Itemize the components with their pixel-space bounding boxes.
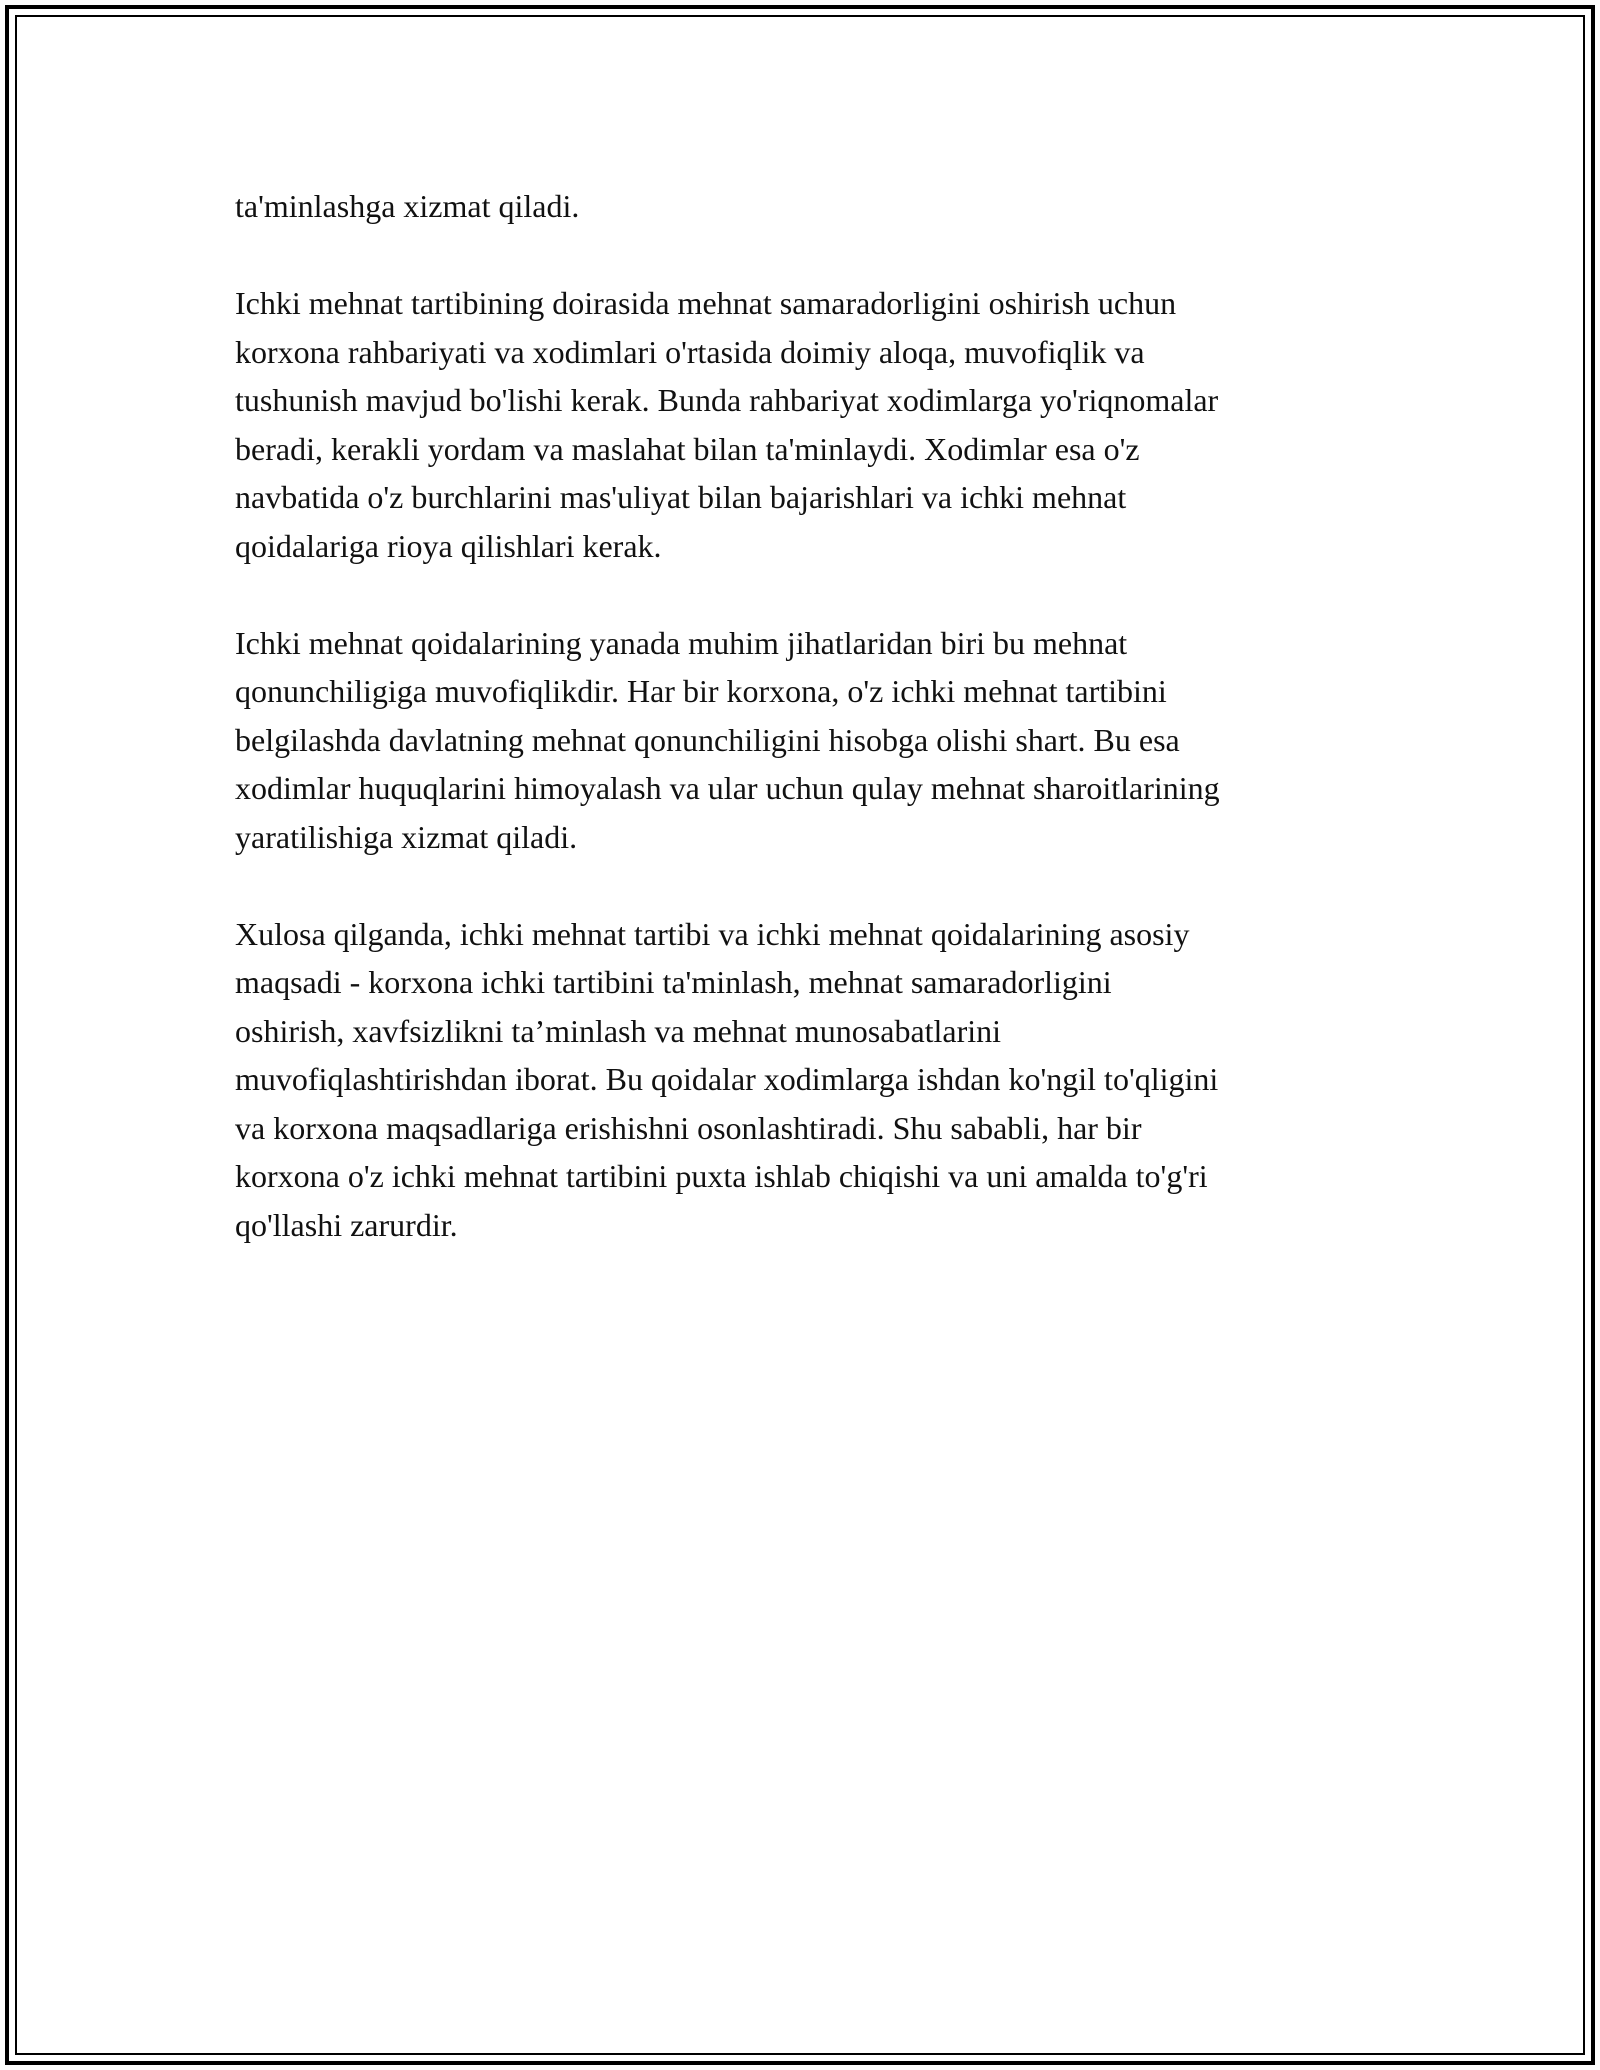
text-line: korxona rahbariyati va xodimlari o'rtasida doimiy aloqa, muvofiqlik va — [235, 333, 1145, 370]
text-line: muvofiqlashtirishdan iborat. Bu qoidalar xodimlarga ishdan ko'ngil to'qligini — [235, 1061, 1219, 1097]
text-line: xodimlar huquqlarini himoyalash va ular uchun qulay mehnat sharoitlarining — [235, 770, 1220, 806]
text-line: Ichki mehnat qoidalarining yanada muhim jihatlaridan biri bu mehnat — [235, 624, 1128, 661]
text-line: Ichki mehnat tartibining doirasida mehnat samaradorligini oshirish uchun — [235, 285, 1177, 321]
text-line: oshirish, xavfsizlikni ta’minlash va mehnat munosabatlarini — [235, 1012, 1002, 1049]
paragraph-3 — [235, 619, 1375, 862]
text-line: maqsadi - korxona ichki tartibini ta'minlash, mehnat samaradorligini — [235, 964, 1112, 1000]
text-line: navbatida o'z burchlarini mas'uliyat bilan bajarishlari va ichki mehnat — [235, 479, 1127, 515]
text-line: beradi, kerakli yordam va maslahat bilan ta'minlaydi. Xodimlar esa o'z — [235, 430, 1140, 467]
text-line: yaratilishiga xizmat qiladi. — [235, 818, 578, 855]
text-line: ta'minlashga xizmat qiladi. — [235, 188, 580, 224]
paragraph-1 — [235, 182, 1375, 231]
text-line: korxona o'z ichki mehnat tartibini puxta ishlab chiqishi va uni amalda to'g'ri — [235, 1158, 1208, 1194]
text-line: qoidalariga rioya qilishlari kerak. — [235, 527, 662, 564]
document-body — [235, 182, 1375, 1298]
text-line: va korxona maqsadlariga erishishni osonlashtiradi. Shu sababli, har bir — [235, 1109, 1142, 1146]
text-line: qonunchiligiga muvofiqlikdir. Har bir korxona, o'z ichki mehnat tartibini — [235, 673, 1167, 709]
text-line: tushunish mavjud bo'lishi kerak. Bunda rahbariyat xodimlarga yo'riqnomalar — [235, 382, 1219, 418]
text-line: belgilashda davlatning mehnat qonunchiligini hisobga olishi shart. Bu esa — [235, 721, 1180, 758]
paragraph-2 — [235, 279, 1375, 570]
text-line: qo'llashi zarurdir. — [235, 1206, 458, 1243]
paragraph-4 — [235, 910, 1375, 1250]
text-line: Xulosa qilganda, ichki mehnat tartibi va ichki mehnat qoidalarining asosiy — [235, 915, 1190, 952]
